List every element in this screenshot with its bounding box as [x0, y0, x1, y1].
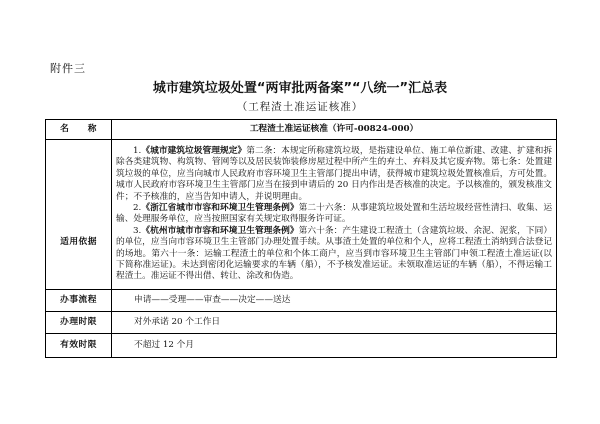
- basis-number: 1.: [133, 146, 142, 156]
- row-value-procedure: 申请——受理——审查——决定——送达: [112, 289, 557, 311]
- table-row-name: [46, 120, 557, 140]
- attachment-label: 附件三: [50, 62, 86, 75]
- row-value-processing-time: 对外承诺 20 个工作日: [112, 311, 557, 333]
- row-label-name: 名 称: [46, 120, 112, 140]
- table-row-validity: [46, 333, 557, 357]
- summary-table: [45, 119, 557, 358]
- document-title: 城市建筑垃圾处置“两审批两备案”“八统一”汇总表: [152, 81, 448, 96]
- basis-law-title: 《城市建筑垃圾管理规定》: [141, 146, 247, 156]
- row-label-procedure: 办事流程: [46, 289, 112, 311]
- table-row-processing-time: [46, 311, 557, 333]
- basis-law-title: 《杭州市城市市容和环境卫生管理条例》: [141, 225, 299, 236]
- table-row-legal-basis: [46, 140, 557, 290]
- row-label-processing-time: 办理时限: [46, 311, 112, 333]
- row-label-legal-basis: 适用依据: [46, 140, 112, 290]
- row-value-name: 工程渣土准运证核准（许可-00824-000）: [112, 120, 557, 140]
- basis-number: 2.: [133, 203, 142, 214]
- table-row-procedure: [46, 289, 557, 311]
- basis-number: 3.: [133, 225, 142, 236]
- row-value-validity: 不超过 12 个月: [112, 333, 557, 357]
- basis-text: 第二十六条：从事建筑垃圾处置和生活垃圾经营性清扫、收集、运输、处理服务单位，应当按照国家有关规定取得服务许可证。: [116, 203, 553, 225]
- basis-paragraph-3: [116, 226, 552, 283]
- basis-text: 第六十条：产生建设工程渣土（含建筑垃圾、余泥、泥浆，下同）的单位，应当向市容环境卫生主管部门办理处置手续。从事渣土处置的单位和个人，应将工程渣土消纳到合法登记的场地。第六十一条：运输工程渣土的单位和个体工商户，应当到市容环境卫生主管部门申领工程渣土准运证(以下简称准运证)。未达到密闭化运输要求的车辆（船），不予核发准运证。未领取准运证的车辆（船），不得运输工程渣土。准运证不得出借、转让、涂改和伪造。: [116, 225, 553, 282]
- summary-table-body: [46, 120, 557, 358]
- document-subtitle: （工程渣土准运证核准）: [236, 101, 364, 113]
- basis-paragraph-2: [116, 203, 552, 226]
- row-label-validity: 有效时限: [46, 333, 112, 357]
- basis-paragraph-1: [116, 146, 552, 203]
- row-value-legal-basis: [112, 140, 557, 290]
- basis-law-title: 《浙江省城市市容和环境卫生管理条例》: [141, 203, 299, 214]
- basis-text: 第二条：本规定所称建筑垃圾，是指建设单位、施工单位新建、改建、扩建和拆除各类建筑物、构筑物、管网等以及居民装饰装修房屋过程中所产生的弃土、弃料及其它废弃物。第七条：处置建筑垃圾的单位，应当向城市人民政府市容环境卫生主管部门提出申请，获得城市建筑垃圾处置核准后，方可处置。城市人民政府市容环境卫生主管部门应当在接到申请后的 20 日内作出是否核准的决定。予以核准的，颁发核准文件；不予核准的，应当告知申请人，并说明理由。: [116, 146, 553, 202]
